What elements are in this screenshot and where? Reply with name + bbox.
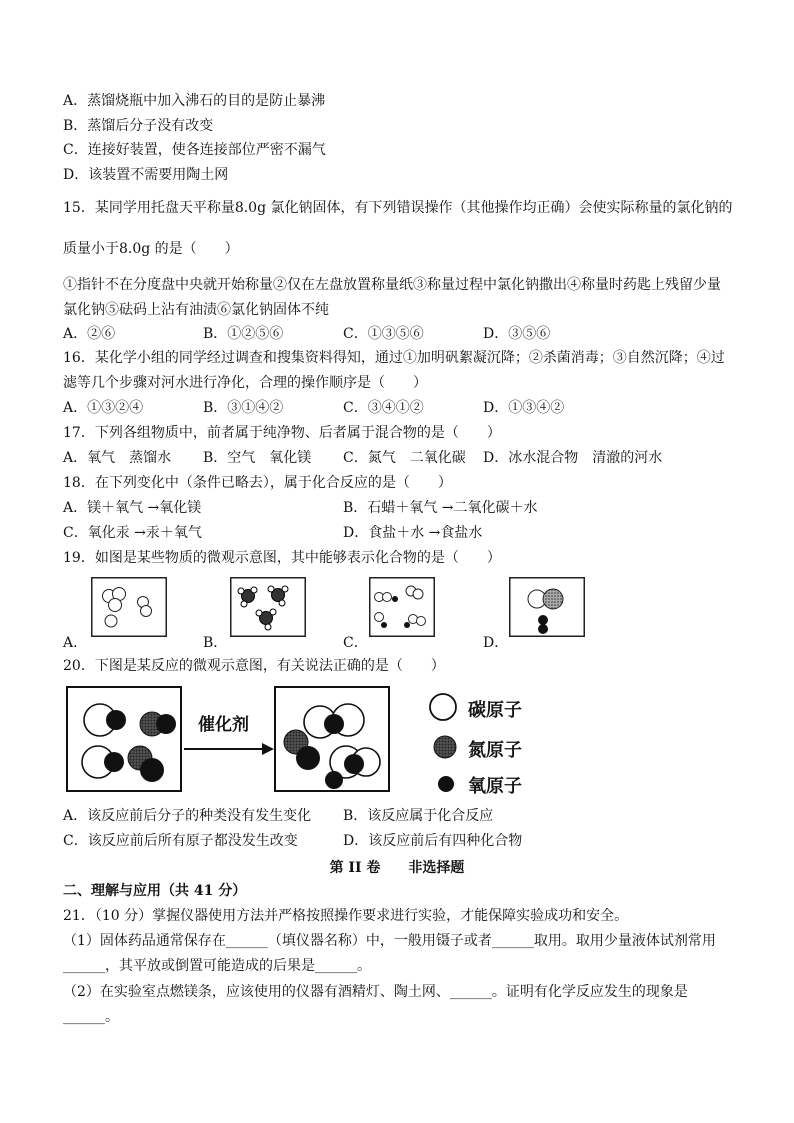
q21-part2-line2: ______。 bbox=[63, 1009, 119, 1025]
q20-option-c: C．该反应前后所有原子都没发生改变 bbox=[63, 833, 298, 849]
q19-figure-b bbox=[230, 577, 306, 637]
q15-stem-line2: 质量小于8.0g 的是（ ） bbox=[63, 241, 239, 257]
q17-option-c: C．氮气 二氧化碳 bbox=[343, 450, 466, 466]
nitrogen-atom-legend-label: 氮原子 bbox=[468, 740, 522, 761]
q20-option-d: D．该反应前后有四种化合物 bbox=[343, 833, 523, 849]
q19-figure-a bbox=[91, 577, 167, 637]
q16-option-c: C．③④①② bbox=[343, 400, 424, 416]
q18-option-d: D．食盐＋水 →食盐水 bbox=[343, 525, 483, 541]
q19-label-c: C． bbox=[343, 635, 368, 651]
q14-option-c: C．连接好装置，使各连接部位严密不漏气 bbox=[63, 142, 326, 158]
q16-option-d: D．①③④② bbox=[483, 400, 565, 416]
q20-products-diagram bbox=[274, 686, 390, 792]
q15-items-line2: 氯化钠⑤砝码上沾有油渍⑥氯化钠固体不纯 bbox=[63, 302, 329, 318]
q15-option-b: B．①②⑤⑥ bbox=[203, 326, 284, 342]
q15-items-line1: ①指针不在分度盘中央就开始称量②仅在左盘放置称量纸③称量过程中氯化钠撒出④称量时药匙上残留少量 bbox=[63, 277, 721, 293]
q14-option-a: A．蒸馏烧瓶中加入沸石的目的是防止暴沸 bbox=[63, 93, 326, 109]
q17-option-a: A．氧气 蒸馏水 bbox=[63, 450, 172, 466]
q19-figure-c bbox=[369, 577, 435, 637]
q20-option-a: A．该反应前后分子的种类没有发生变化 bbox=[63, 808, 312, 824]
carbon-atom-legend-icon bbox=[428, 692, 460, 724]
q21-part2-line1: （2）在实验室点燃镁条，应该使用的仪器有酒精灯、陶土网、______。证明有化学反应发生的现象是 bbox=[63, 984, 688, 1000]
catalyst-label: 催化剂 bbox=[198, 715, 249, 735]
q21-part1-line2: ______，其平放或倒置可能造成的后果是______。 bbox=[63, 958, 371, 974]
q17-option-b: B．空气 氧化镁 bbox=[203, 450, 312, 466]
q16-stem-line1: 16．某化学小组的同学经过调查和搜集资料得知，通过①加明矾絮凝沉降；②杀菌消毒；③自然沉降；④过 bbox=[63, 350, 725, 366]
carbon-atom-legend-label: 碳原子 bbox=[468, 700, 522, 721]
q15-option-c: C．①③⑤⑥ bbox=[343, 326, 424, 342]
oxygen-atom-legend-label: 氧原子 bbox=[468, 776, 522, 797]
q14-option-b: B．蒸馏后分子没有改变 bbox=[63, 118, 214, 134]
oxygen-atom-legend-icon bbox=[436, 774, 458, 796]
q19-figure-d bbox=[509, 577, 585, 637]
q20-option-b: B．该反应属于化合反应 bbox=[343, 808, 494, 824]
q20-stem: 20．下图是某反应的微观示意图，有关说法正确的是（ ） bbox=[63, 658, 445, 674]
q18-option-a: A．镁＋氧气 →氧化镁 bbox=[63, 500, 202, 516]
q15-option-d: D．③⑤⑥ bbox=[483, 326, 551, 342]
q20-reactants-diagram bbox=[66, 686, 182, 792]
q19-stem: 19．如图是某些物质的微观示意图，其中能够表示化合物的是（ ） bbox=[63, 550, 501, 566]
q18-option-b: B．石蜡＋氧气 →二氧化碳＋水 bbox=[343, 500, 538, 516]
reaction-arrow bbox=[184, 742, 274, 756]
section-title: 第 II 卷 非选择题 bbox=[329, 860, 465, 876]
section-heading: 二、理解与应用（共 41 分） bbox=[63, 883, 247, 899]
q15-option-a: A．②⑥ bbox=[63, 326, 116, 342]
q18-option-c: C．氧化汞 →汞＋氧气 bbox=[63, 525, 202, 541]
q17-option-d: D．冰水混合物 清澈的河水 bbox=[483, 450, 663, 466]
q16-option-b: B．③①④② bbox=[203, 400, 284, 416]
q15-stem-line1: 15．某同学用托盘天平称量8.0g 氯化钠固体，有下列错误操作（其他操作均正确）会使实际称量的氯化钠的 bbox=[63, 200, 733, 216]
q21-part1-line1: （1）固体药品通常保存在______（填仪器名称）中，一般用镊子或者______取用。取用少量液体试剂常用 bbox=[63, 933, 716, 949]
nitrogen-atom-legend-icon bbox=[432, 734, 460, 762]
q19-label-b: B． bbox=[203, 635, 228, 651]
q21-stem: 21．（10 分）掌握仪器使用方法并严格按照操作要求进行实验，才能保障实验成功和安全。 bbox=[63, 908, 629, 924]
q14-option-d: D．该装置不需要用陶土网 bbox=[63, 167, 229, 183]
q18-stem: 18．在下列变化中（条件已略去），属于化合反应的是（ ） bbox=[63, 475, 452, 491]
q16-option-a: A．①③②④ bbox=[63, 400, 144, 416]
q16-stem-line2: 滤等几个步骤对河水进行净化，合理的操作顺序是（ ） bbox=[63, 375, 427, 391]
q19-label-d: D． bbox=[483, 635, 509, 651]
q19-label-a: A． bbox=[63, 635, 88, 651]
q17-stem: 17．下列各组物质中，前者属于纯净物、后者属于混合物的是（ ） bbox=[63, 425, 501, 441]
